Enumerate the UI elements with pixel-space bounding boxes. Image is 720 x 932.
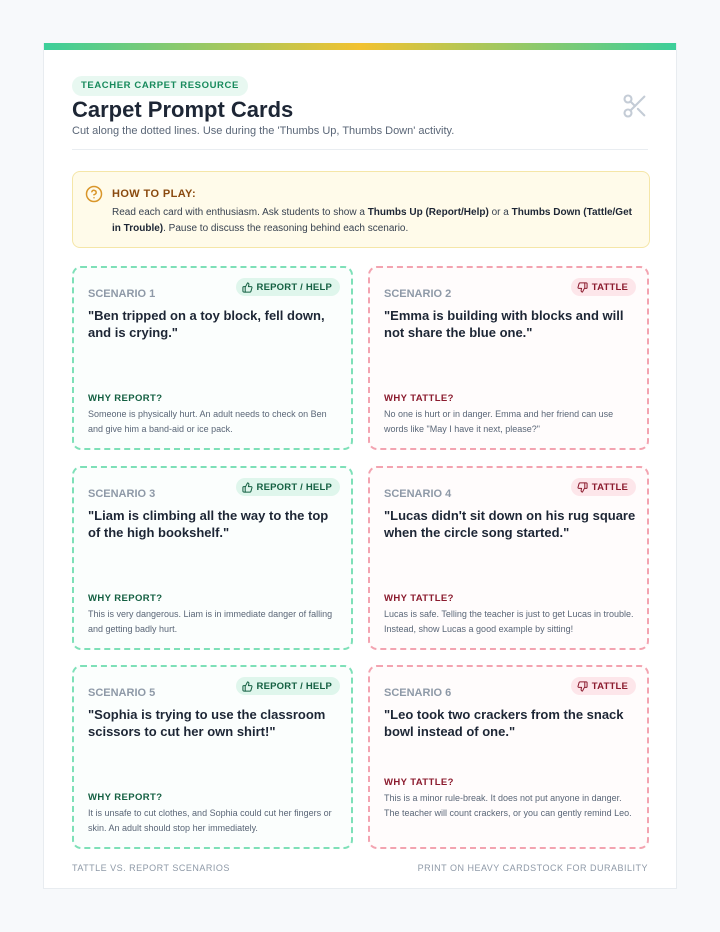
scenario-explanation: Someone is physically hurt. An adult needs to check on Ben and give him a band-aid or ice pack. bbox=[88, 409, 327, 434]
thumbs-down-icon bbox=[577, 282, 588, 293]
why-label: WHY REPORT? bbox=[88, 792, 163, 803]
why-label: WHY REPORT? bbox=[88, 593, 163, 604]
prompt-card-1 bbox=[72, 266, 353, 450]
footer-left: TATTLE VS. REPORT SCENARIOS bbox=[72, 863, 230, 873]
scenario-quote: "Liam is climbing all the way to the top of the high bookshelf." bbox=[88, 508, 329, 540]
worksheet bbox=[43, 43, 677, 889]
how-to-play-text: Read each card with enthusiasm. Ask students to show a Thumbs Up (Report/Help) or a Thumbs Down (Tattle/Get in Trouble). Pause to discuss the reasoning behind each scenario. bbox=[112, 207, 632, 234]
why-label: WHY TATTLE? bbox=[384, 777, 454, 788]
header-divider bbox=[72, 149, 648, 150]
thumbs-up-icon bbox=[242, 681, 253, 692]
how-to-play-box bbox=[72, 171, 650, 248]
prompt-card-4 bbox=[368, 466, 649, 650]
thumbs-up-phrase: Thumbs Up (Report/Help) bbox=[367, 207, 489, 218]
thumbs-up-icon bbox=[242, 282, 253, 293]
scenario-explanation: Lucas is safe. Telling the teacher is just to get Lucas in trouble. Instead, show Lucas a good example by sitting! bbox=[384, 609, 634, 634]
scenario-number: SCENARIO 1 bbox=[88, 288, 156, 300]
scenario-quote: "Sophia is trying to use the classroom scissors to cut her own shirt!" bbox=[88, 707, 326, 739]
how-to-play-title: HOW TO PLAY: bbox=[112, 188, 197, 200]
scenario-number: SCENARIO 4 bbox=[384, 488, 452, 500]
thumbs-down-icon bbox=[577, 681, 588, 692]
scenario-quote: "Ben tripped on a toy block, fell down, and is crying." bbox=[88, 308, 325, 340]
scenario-number: SCENARIO 2 bbox=[384, 288, 452, 300]
scenario-quote: "Leo took two crackers from the snack bowl instead of one." bbox=[384, 707, 624, 739]
report-badge: REPORT / HELP bbox=[236, 278, 340, 296]
prompt-card-6 bbox=[368, 665, 649, 849]
why-label: WHY TATTLE? bbox=[384, 593, 454, 604]
thumbs-down-icon bbox=[577, 482, 588, 493]
page-subtitle: Cut along the dotted lines. Use during the 'Thumbs Up, Thumbs Down' activity. bbox=[72, 125, 455, 137]
why-label: WHY REPORT? bbox=[88, 393, 163, 404]
scissors-icon bbox=[621, 92, 649, 120]
why-label: WHY TATTLE? bbox=[384, 393, 454, 404]
thumbs-down-phrase: Thumbs Down (Tattle/Get in Trouble) bbox=[112, 207, 632, 234]
scenario-explanation: It is unsafe to cut clothes, and Sophia could cut her fingers or skin. An adult should stop her immediately. bbox=[88, 808, 332, 833]
question-circle-icon bbox=[85, 185, 103, 203]
scenario-number: SCENARIO 5 bbox=[88, 687, 156, 699]
scenario-explanation: No one is hurt or in danger. Emma and her friend can use words like "May I have it next, please?" bbox=[384, 409, 614, 434]
scenario-quote: "Lucas didn't sit down on his rug square when the circle song started." bbox=[384, 508, 636, 540]
scenario-number: SCENARIO 3 bbox=[88, 488, 156, 500]
scenario-quote: "Emma is building with blocks and will not share the blue one." bbox=[384, 308, 624, 340]
footer-right: PRINT ON HEAVY CARDSTOCK FOR DURABILITY bbox=[417, 863, 648, 873]
prompt-card-3 bbox=[72, 466, 353, 650]
top-accent-bar bbox=[44, 43, 676, 50]
tattle-badge: TATTLE bbox=[571, 677, 636, 695]
resource-tag: TEACHER CARPET RESOURCE bbox=[72, 76, 248, 96]
scenario-number: SCENARIO 6 bbox=[384, 687, 452, 699]
page-title: Carpet Prompt Cards bbox=[72, 97, 294, 122]
scenario-explanation: This is very dangerous. Liam is in immediate danger of falling and getting badly hurt. bbox=[88, 609, 333, 634]
prompt-card-2 bbox=[368, 266, 649, 450]
report-badge: REPORT / HELP bbox=[236, 478, 340, 496]
scenario-explanation: This is a minor rule-break. It does not put anyone in danger. The teacher will count crackers, or you can gently remind Leo. bbox=[384, 793, 632, 818]
thumbs-up-icon bbox=[242, 482, 253, 493]
tattle-badge: TATTLE bbox=[571, 278, 636, 296]
report-badge: REPORT / HELP bbox=[236, 677, 340, 695]
tattle-badge: TATTLE bbox=[571, 478, 636, 496]
prompt-card-5 bbox=[72, 665, 353, 849]
